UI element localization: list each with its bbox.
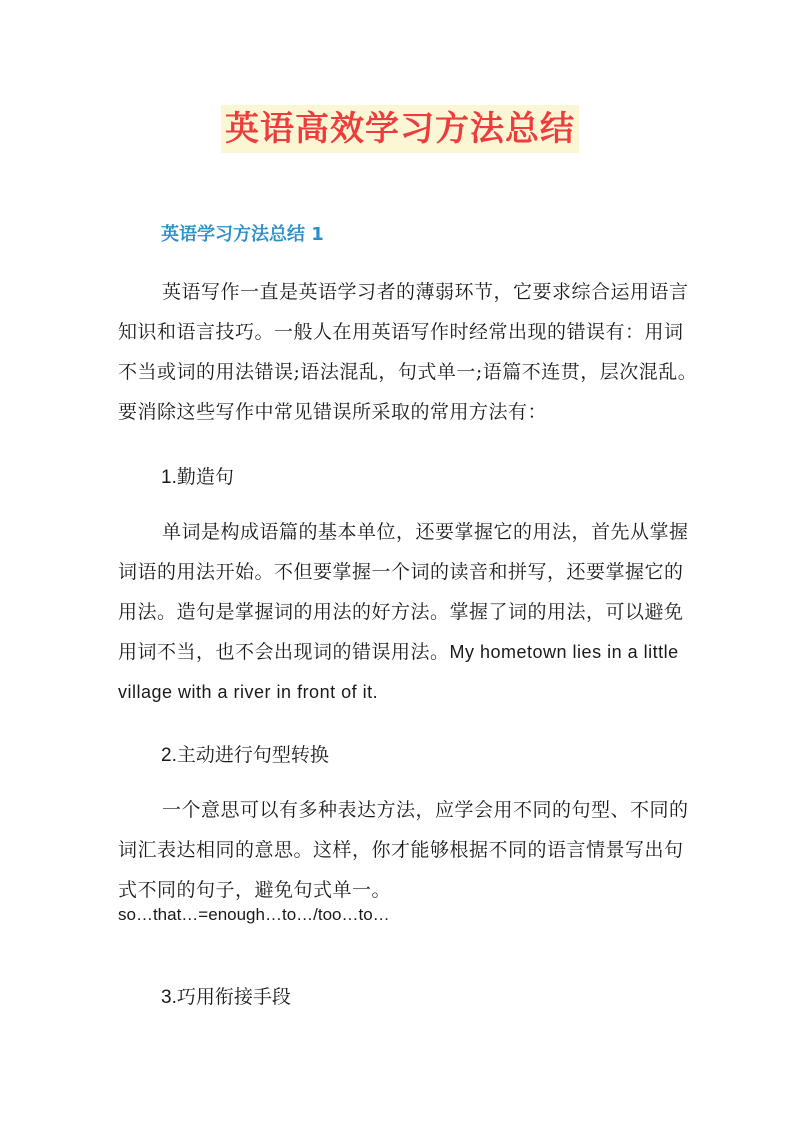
list-item-label: 勤造句: [176, 466, 234, 488]
title-container: [0, 105, 800, 153]
list-item-3: [161, 982, 291, 1013]
list-item-label: 巧用衔接手段: [176, 986, 291, 1008]
document-title: 英语高效学习方法总结: [221, 105, 579, 153]
list-item-1: [161, 462, 234, 493]
paragraph-sentence-transform: 一个意思可以有多种表达方法，应学会用不同的句型、不同的词汇表达相同的意思。这样，你才能够根据不同的语言情景写出句式不同的句子，避免句式单一。: [118, 799, 689, 901]
list-item-label: 主动进行句型转换: [176, 744, 329, 766]
intro-paragraph: 英语写作一直是英语学习者的薄弱环节，它要求综合运用语言知识和语言技巧。一般人在用英语写作时经常出现的错误有：用词不当或词的用法错误;语法混乱，句式单一;语篇不连贯，层次混乱。要消除这些写作中常见错误所采取的常用方法有：: [118, 281, 698, 423]
section-heading: 英语学习方法总结 1: [161, 224, 324, 245]
example-pattern: so…that…=enough…to…/too…to…: [118, 905, 390, 924]
english-example: My hometown lies in a little village with a river in front of it.: [118, 642, 679, 702]
list-item-number: 3.: [161, 987, 177, 1008]
paragraph-sentence-making: [118, 512, 698, 712]
paragraph-text: 单词是构成语篇的基本单位，还要掌握它的用法，首先从掌握词语的用法开始。不但要掌握一个词的读音和拼写，还要掌握它的用法。造句是掌握词的用法的好方法。掌握了词的用法，可以避免用词不当，也不会出现词的错误用法。: [118, 521, 689, 663]
list-item-number: 2.: [161, 745, 177, 766]
list-item-2: [161, 740, 329, 771]
list-item-number: 1.: [161, 467, 177, 488]
